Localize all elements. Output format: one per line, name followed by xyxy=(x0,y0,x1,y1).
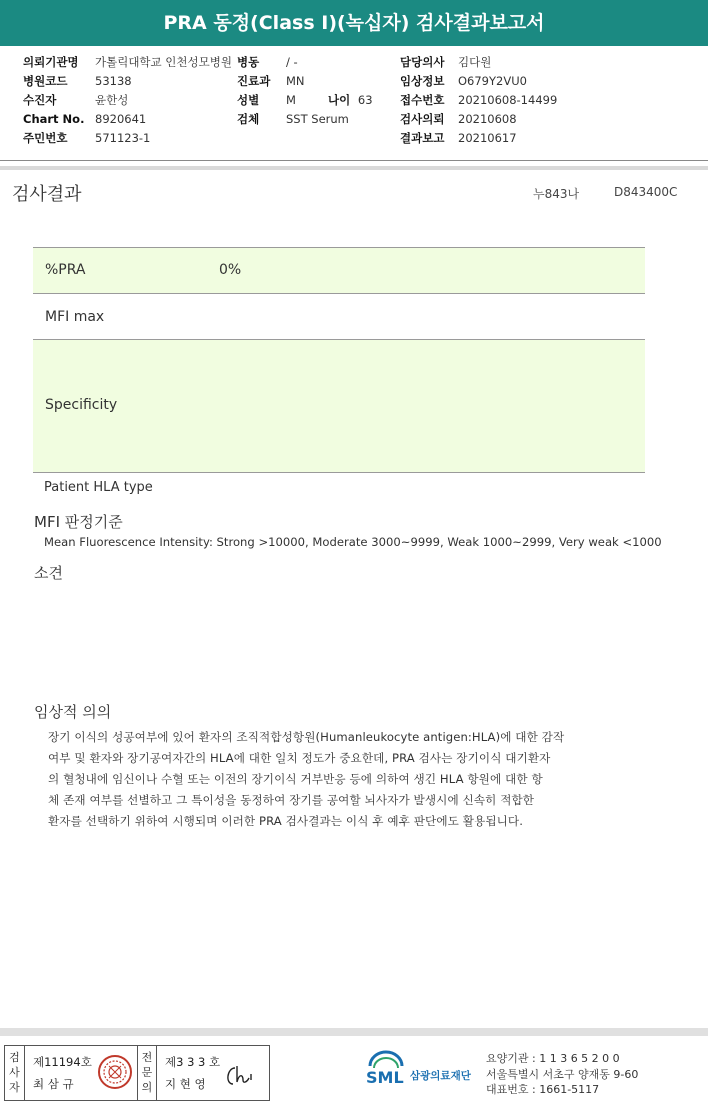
specialist-signature xyxy=(221,1060,261,1090)
clinical-info-value: O679Y2VU0 xyxy=(458,74,527,88)
org-contact-info xyxy=(486,1051,638,1098)
age-value: 63 xyxy=(357,93,373,107)
patient-info-col3-values xyxy=(458,53,557,148)
age-field xyxy=(328,91,373,110)
specialist-name: 지 현 영 xyxy=(165,1077,206,1091)
label-specimen: 검체 xyxy=(237,112,260,126)
result-row-pra xyxy=(33,247,645,294)
result-label-mfi-max: MFI max xyxy=(45,309,105,325)
org-name: 삼광의료재단 xyxy=(410,1070,471,1082)
clinical-line-4: 체 존재 여부를 선별하고 그 특이성을 동정하여 장기를 공여할 뇌사자가 발생시에 신속히 적합한 xyxy=(48,793,535,807)
label-age: 나이 xyxy=(328,93,351,107)
header-divider-band xyxy=(0,166,708,170)
sex-value: M xyxy=(286,93,296,107)
clinical-line-3: 의 혈청내에 임신이나 수혈 또는 이전의 장기이식 거부반응 등에 의하여 생긴 HLA 항원에 대한 항 xyxy=(48,772,543,786)
specialist-label-char-1: 전 xyxy=(141,1051,153,1064)
ward-value: / - xyxy=(286,55,298,69)
specialist-vertical-label xyxy=(137,1046,157,1100)
label-clinical-info: 임상정보 xyxy=(400,74,445,88)
examiner-label-char-1: 검 xyxy=(9,1051,20,1064)
sml-logo xyxy=(364,1050,408,1090)
label-physician: 담당의사 xyxy=(400,55,445,69)
requesting-org-value: 가톨릭대학교 인천성모병원 xyxy=(95,55,232,69)
patient-info-col2 xyxy=(237,53,270,129)
org-address: 서울특별시 서초구 양재동 9-60 xyxy=(486,1067,639,1081)
results-table-bottom-rule xyxy=(33,472,645,473)
clinical-line-1: 장기 이식의 성공여부에 있어 환자의 조직적합성항원(Humanleukocyte antigen:HLA)에 대한 감작 xyxy=(48,730,565,744)
hospital-code-value: 53138 xyxy=(95,74,132,88)
examiner-name: 최 삼 규 xyxy=(33,1077,74,1091)
specialist-license-no: 제3 3 3 호 xyxy=(165,1055,221,1069)
label-request-date: 검사의뢰 xyxy=(400,112,445,126)
mfi-criteria-text: Mean Fluorescence Intensity: Strong >10000, Moderate 3000~9999, Weak 1000~2999, Very weak <1000 xyxy=(44,535,662,549)
resident-no-value: 571123-1 xyxy=(95,131,151,145)
label-ward: 병동 xyxy=(237,55,260,69)
clinical-significance-title: 임상적 의의 xyxy=(34,703,112,721)
label-hospital-code: 병원코드 xyxy=(23,74,68,88)
label-chart-no: Chart No. xyxy=(23,112,85,126)
results-section-title: 검사결과 xyxy=(12,184,82,205)
agency-code: 요양기관 : 1 1 3 6 5 2 0 0 xyxy=(486,1052,620,1065)
signature-box xyxy=(4,1045,270,1101)
result-row-mfi-max xyxy=(33,293,645,340)
patient-info-col1-values xyxy=(95,53,232,148)
label-requesting-org: 의뢰기관명 xyxy=(23,55,79,69)
request-date-value: 20210608 xyxy=(458,112,517,126)
examiner-license-no: 제11194호 xyxy=(33,1055,92,1069)
result-row-specificity xyxy=(33,339,645,473)
patient-info-col1 xyxy=(23,53,84,148)
specialist-label-char-3: 의 xyxy=(141,1081,153,1094)
clinical-line-5: 환자를 선택하기 위하여 시행되며 이러한 PRA 검사결과는 이식 후 예후 판단에도 활용됩니다. xyxy=(48,814,524,828)
examiner-label-char-2: 사 xyxy=(9,1066,20,1079)
clinical-line-2: 여부 및 환자와 장기공여자간의 HLA에 대한 일치 정도가 중요한데, PRA 검사는 장기이식 대기환자 xyxy=(48,751,551,765)
report-date-value: 20210617 xyxy=(458,131,517,145)
label-patient-name: 수진자 xyxy=(23,93,57,107)
results-table xyxy=(33,247,645,474)
patient-hla-type-label: Patient HLA type xyxy=(44,480,153,495)
sml-logo-text: SML xyxy=(366,1068,404,1087)
chart-no-value: 8920641 xyxy=(95,112,147,126)
mfi-criteria-title: MFI 판정기준 xyxy=(34,513,123,531)
header-divider xyxy=(0,160,708,161)
receipt-no-value: 20210608-14499 xyxy=(458,93,558,107)
report-title: PRA 동정(Class I)(녹십자) 검사결과보고서 xyxy=(163,12,545,34)
label-department: 진료과 xyxy=(237,74,271,88)
specialist-label-char-2: 문 xyxy=(141,1066,153,1079)
footer-divider xyxy=(0,1028,708,1036)
patient-name-value: 윤한성 xyxy=(95,93,129,107)
result-label-specificity: Specificity xyxy=(45,397,118,413)
examiner-seal xyxy=(97,1054,133,1090)
result-value-pra: 0% xyxy=(219,262,242,278)
label-sex: 성별 xyxy=(237,93,260,107)
findings-title: 소견 xyxy=(34,564,63,582)
results-code-1: 누843나 xyxy=(533,187,580,201)
physician-value: 김다원 xyxy=(458,55,492,69)
patient-info-col3 xyxy=(400,53,444,148)
label-resident-no: 주민번호 xyxy=(23,131,68,145)
specimen-value: SST Serum xyxy=(286,112,349,126)
result-label-pra: %PRA xyxy=(45,262,86,278)
label-report-date: 결과보고 xyxy=(400,131,445,145)
examiner-label-char-3: 자 xyxy=(9,1081,20,1094)
org-phone: 대표번호 : 1661-5117 xyxy=(486,1083,600,1096)
examiner-vertical-label xyxy=(5,1046,25,1100)
report-title-bar xyxy=(0,0,708,46)
clinical-significance-text xyxy=(48,727,648,832)
label-receipt-no: 접수번호 xyxy=(400,93,445,107)
results-code-2: D843400C xyxy=(614,185,678,199)
department-value: MN xyxy=(286,74,305,88)
